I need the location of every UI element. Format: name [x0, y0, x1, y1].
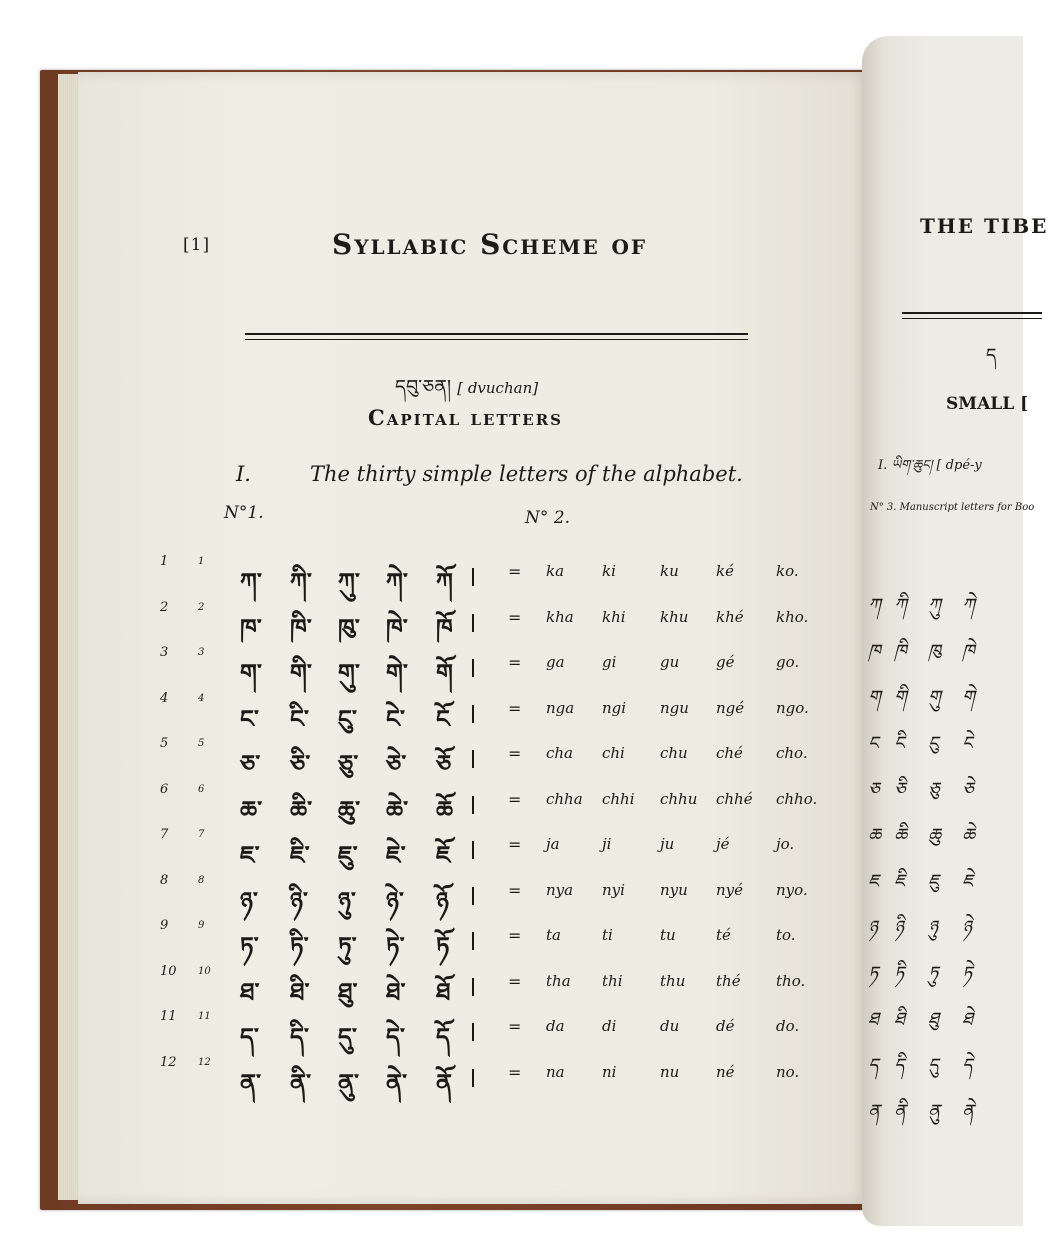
manuscript-glyph: ངི: [894, 733, 905, 754]
title-rule-thick: [245, 333, 748, 335]
tibetan-syllable: ཐ་: [240, 976, 260, 1006]
equals-sign: =: [508, 926, 522, 945]
manuscript-glyph: ནི: [894, 1101, 907, 1122]
page-number: [1]: [183, 235, 211, 255]
romanized-syllable: chho.: [776, 789, 818, 808]
manuscript-glyph: དེ: [962, 1055, 973, 1076]
equals-sign: =: [508, 789, 522, 809]
row-number: 2: [160, 599, 169, 615]
romanized-syllable: ti: [602, 926, 613, 944]
romanized-syllable: ngo.: [776, 698, 809, 717]
tibetan-syllable: ཐི་: [290, 976, 310, 1006]
manuscript-glyph: ཏུ: [928, 963, 939, 984]
romanized-syllable: chhé: [716, 789, 753, 808]
romanized-syllable: tu: [660, 926, 676, 944]
romanized-syllable: da: [546, 1017, 565, 1035]
row-number: 11: [160, 1009, 177, 1024]
tibetan-syllable: ཉི་: [290, 885, 308, 915]
manuscript-glyph: ཉེ: [962, 917, 972, 938]
tibetan-syllable: གེ་: [386, 658, 408, 687]
table-row: [150, 827, 830, 873]
tibetan-syllable: ཁ་: [240, 612, 262, 642]
row-number: 5: [160, 736, 169, 751]
tibetan-syllable: ནོ: [436, 1067, 453, 1097]
column-label-1: N°1.: [224, 503, 264, 523]
manuscript-glyph: ནེ: [962, 1101, 975, 1122]
tibetan-syllable: ཀེ་: [386, 567, 408, 596]
tibetan-syllable: ད་: [240, 1022, 259, 1051]
right-glyph-row: [862, 632, 1023, 672]
page-edges: [58, 74, 80, 1200]
manuscript-glyph: ནུ: [928, 1101, 941, 1122]
romanized-syllable: chhu: [660, 789, 698, 808]
manuscript-glyph: ན: [868, 1101, 881, 1122]
tibetan-syllable: ཏ་: [240, 931, 259, 960]
equals-sign: =: [508, 1062, 522, 1082]
right-glyph-row: [862, 816, 1023, 856]
equals-sign: =: [508, 880, 522, 900]
shad-mark: [472, 841, 474, 859]
romanized-syllable: ja: [546, 835, 560, 853]
tibetan-syllable: ཐེ་: [386, 976, 406, 1006]
tibetan-syllable: ཁུ་: [338, 612, 360, 642]
tibetan-syllable: ཅུ་: [338, 749, 359, 778]
row-number-small: 12: [198, 1056, 211, 1068]
romanized-syllable: gu: [660, 653, 680, 671]
column-label-2: N° 2.: [525, 508, 570, 528]
romanized-syllable: no.: [776, 1062, 800, 1081]
manuscript-glyph: ཀུ: [928, 595, 941, 616]
row-number: 12: [160, 1054, 177, 1070]
romanized-syllable: chha: [546, 789, 583, 808]
romanized-syllable: di: [602, 1017, 617, 1035]
section-transliteration: [ dvuchan]: [457, 379, 539, 397]
manuscript-glyph: ཁི: [894, 641, 907, 662]
tibetan-syllable: ཉ་: [240, 885, 258, 915]
tibetan-syllable: ཏུ་: [338, 931, 357, 960]
manuscript-glyph: ཐུ: [928, 1009, 939, 1030]
right-glyph-row: [862, 954, 1023, 994]
manuscript-glyph: ཀི: [894, 595, 907, 616]
table-row: [150, 1009, 830, 1055]
right-glyph-row: [862, 1000, 1023, 1040]
tibetan-syllable: ཇི་: [290, 840, 310, 869]
manuscript-glyph: ང: [868, 733, 879, 754]
romanized-syllable: kho.: [776, 607, 809, 626]
row-number-small: 8: [198, 874, 205, 886]
romanized-syllable: chi: [602, 744, 625, 762]
romanized-syllable: nyu: [660, 880, 688, 899]
equals-sign: =: [508, 835, 522, 854]
romanized-syllable: thé: [716, 971, 741, 990]
tibetan-syllable: ཆེ་: [386, 794, 409, 824]
tibetan-syllable: ན་: [240, 1067, 262, 1097]
romanized-syllable: go.: [776, 653, 800, 671]
shad-mark: [472, 705, 474, 723]
shad-mark: [472, 1069, 474, 1087]
right-rule-thick: [902, 312, 1042, 314]
tibetan-syllable: ཀོ: [436, 567, 453, 596]
romanized-syllable: nyi: [602, 880, 625, 899]
manuscript-glyph: གུ: [928, 687, 941, 708]
manuscript-glyph: གེ: [962, 687, 975, 708]
romanized-syllable: cho.: [776, 744, 808, 762]
tibetan-syllable: ཆོ: [436, 794, 454, 824]
romanized-syllable: to.: [776, 926, 796, 944]
tibetan-syllable: ཇུ་: [338, 840, 358, 869]
romanized-syllable: té: [716, 926, 731, 944]
row-number-small: 2: [198, 601, 205, 613]
right-rule-thin: [902, 318, 1042, 319]
tibetan-syllable: ཐུ་: [338, 976, 358, 1006]
tibetan-syllable: ཁོ: [436, 612, 453, 642]
manuscript-glyph: ཆ: [868, 825, 881, 846]
romanized-syllable: chu: [660, 744, 688, 762]
romanized-syllable: nyo.: [776, 880, 808, 899]
table-row: [150, 963, 830, 1010]
right-glyph-row: [862, 678, 1023, 718]
tibetan-syllable: ཏོ: [436, 931, 450, 960]
equals-sign: =: [508, 607, 522, 627]
shad-mark: [472, 978, 474, 996]
right-small-heading: SMALL [: [946, 394, 1029, 414]
shad-mark: [472, 568, 474, 586]
row-number: 7: [160, 827, 169, 842]
row-number-small: 3: [198, 647, 205, 658]
table-row: [150, 690, 830, 737]
tibetan-syllable: ག་: [240, 658, 262, 687]
manuscript-glyph: ཅུ: [928, 779, 940, 800]
section-tibetan-text: དབུ་ཅན།: [395, 376, 452, 398]
tibetan-syllable: ཀི་: [290, 567, 312, 596]
manuscript-glyph: དུ: [928, 1055, 939, 1076]
tibetan-syllable: ཅ་: [240, 749, 261, 778]
romanized-syllable: ju: [660, 835, 675, 853]
manuscript-glyph: ཉི: [894, 917, 904, 938]
manuscript-glyph: ཁུ: [928, 641, 941, 662]
subheading-roman: I.: [236, 462, 251, 486]
romanized-syllable: do.: [776, 1017, 800, 1035]
row-number: 3: [160, 645, 169, 660]
manuscript-glyph: ཆི: [894, 825, 907, 846]
table-row: [150, 1054, 830, 1101]
row-number: 4: [160, 690, 169, 706]
tibetan-syllable: གོ: [436, 658, 453, 687]
right-glyph-row: [862, 770, 1023, 810]
table-row: [150, 554, 830, 600]
row-number: 10: [160, 963, 177, 979]
manuscript-glyph: ཅི: [894, 779, 906, 800]
tibetan-syllable: ཆུ་: [338, 794, 361, 824]
table-row: [150, 781, 830, 828]
equals-sign: =: [508, 698, 522, 718]
tibetan-syllable: ནུ་: [338, 1067, 360, 1097]
romanized-syllable: thi: [602, 971, 623, 990]
tibetan-syllable: ཏི་: [290, 931, 309, 960]
tibetan-syllable: ཆ་: [240, 794, 263, 824]
manuscript-glyph: ཀ: [868, 595, 881, 616]
manuscript-glyph: ཇེ: [962, 871, 973, 892]
right-subheading: I. ཡིག་ཆུང། [ dpé-y: [878, 458, 982, 473]
right-page: [862, 36, 1048, 1226]
romanized-syllable: du: [660, 1017, 680, 1035]
subheading: [236, 462, 743, 486]
manuscript-glyph: ཅ: [868, 779, 880, 800]
shad-mark: [472, 932, 474, 950]
tibetan-syllable: ཉུ་: [338, 885, 356, 915]
table-row: [150, 599, 830, 646]
manuscript-glyph: ཇི: [894, 871, 905, 892]
romanized-syllable: cha: [546, 744, 574, 762]
manuscript-glyph: ཏེ: [962, 963, 973, 984]
tibetan-syllable: ཀ་: [240, 567, 262, 596]
romanized-syllable: ni: [602, 1062, 617, 1081]
tibetan-syllable: ཇོ: [436, 840, 451, 869]
manuscript-glyph: ད: [868, 1055, 879, 1076]
row-number: 6: [160, 781, 169, 797]
manuscript-glyph: ཐ: [868, 1009, 879, 1030]
romanized-syllable: khé: [716, 607, 744, 626]
romanized-syllable: kha: [546, 607, 574, 626]
tibetan-syllable: དུ་: [338, 1022, 357, 1051]
shad-mark: [472, 1023, 474, 1041]
manuscript-glyph: ཇུ: [928, 871, 939, 892]
romanized-syllable: ku: [660, 562, 679, 580]
row-number-small: 5: [198, 738, 205, 749]
row-number-small: 9: [198, 920, 205, 931]
shad-mark: [472, 750, 474, 768]
row-number: 9: [160, 918, 169, 933]
romanized-syllable: khu: [660, 607, 689, 626]
equals-sign: =: [508, 562, 522, 581]
romanized-syllable: ngé: [716, 698, 745, 717]
row-number: 1: [160, 554, 169, 569]
tibetan-syllable: ཁེ་: [386, 612, 408, 642]
equals-sign: =: [508, 1017, 522, 1036]
manuscript-glyph: ཆེ: [962, 825, 975, 846]
manuscript-glyph: ག: [868, 687, 881, 708]
tibetan-syllable: ནི་: [290, 1067, 312, 1097]
tibetan-syllable: དོ: [436, 1022, 450, 1051]
tibetan-syllable: དེ་: [386, 1022, 405, 1051]
romanized-syllable: tho.: [776, 971, 806, 990]
romanized-syllable: gi: [602, 653, 617, 671]
row-number-small: 7: [198, 829, 205, 840]
manuscript-glyph: ཁ: [868, 641, 881, 662]
tibetan-syllable: ནེ་: [386, 1067, 408, 1097]
manuscript-glyph: ངུ: [928, 733, 939, 754]
row-number-small: 6: [198, 783, 205, 795]
manuscript-glyph: ཉུ: [928, 917, 938, 938]
romanized-syllable: tha: [546, 971, 571, 990]
tibetan-syllable: ཉོ: [436, 885, 449, 915]
table-row: [150, 736, 830, 782]
title-rule-thin: [245, 339, 748, 340]
tibetan-syllable: ཐོ: [436, 976, 451, 1006]
tibetan-syllable: ང་: [240, 703, 259, 733]
romanized-syllable: chhi: [602, 789, 635, 808]
tibetan-syllable: ཇེ་: [386, 840, 406, 869]
manuscript-glyph: ཇ: [868, 871, 879, 892]
right-glyph-row: [862, 1046, 1023, 1086]
manuscript-glyph: དི: [894, 1055, 905, 1076]
manuscript-glyph: ཅེ: [962, 779, 974, 800]
romanized-syllable: ga: [546, 653, 565, 671]
shad-mark: [472, 887, 474, 905]
manuscript-glyph: ཏ: [868, 963, 879, 984]
tibetan-syllable: ཅོ: [436, 749, 452, 778]
page-title: Syllabic Scheme of: [332, 228, 648, 261]
right-glyph-row: [862, 908, 1023, 948]
row-number-small: 1: [198, 556, 205, 567]
tibetan-syllable: ཀུ་: [338, 567, 360, 596]
tibetan-syllable: གུ་: [338, 658, 360, 687]
romanized-syllable: dé: [716, 1017, 735, 1035]
tibetan-syllable: ངུ་: [338, 703, 357, 733]
right-glyph-row: [862, 724, 1023, 764]
tibetan-syllable: ཆི་: [290, 794, 313, 824]
tibetan-syllable: ཏེ་: [386, 931, 405, 960]
romanized-syllable: na: [546, 1062, 565, 1081]
romanized-syllable: ngi: [602, 698, 627, 717]
tibetan-syllable: ངེ་: [386, 703, 405, 733]
romanized-syllable: nu: [660, 1062, 680, 1081]
right-glyph-row: [862, 862, 1023, 902]
romanized-syllable: ngu: [660, 698, 689, 717]
romanized-syllable: nya: [546, 880, 574, 899]
tibetan-syllable: ཉེ་: [386, 885, 404, 915]
romanized-syllable: né: [716, 1062, 735, 1081]
row-number-small: 10: [198, 965, 211, 977]
manuscript-glyph: ཀེ: [962, 595, 975, 616]
romanized-syllable: ka: [546, 562, 565, 580]
romanized-syllable: khi: [602, 607, 626, 626]
right-glyph-row: [862, 1092, 1023, 1132]
table-row: [150, 872, 830, 919]
romanized-syllable: ta: [546, 926, 561, 944]
tibetan-syllable: ཅེ་: [386, 749, 407, 778]
manuscript-glyph: ངེ: [962, 733, 973, 754]
table-row: [150, 645, 830, 691]
shad-mark: [472, 659, 474, 677]
tibetan-syllable: ངི་: [290, 703, 309, 733]
row-number-small: 4: [198, 692, 205, 704]
subheading-text: The thirty simple letters of the alphabet.: [310, 462, 743, 486]
section-heading: Capital letters: [368, 405, 563, 430]
right-page-title: THE TIBE: [920, 214, 1048, 238]
equals-sign: =: [508, 971, 522, 991]
manuscript-glyph: གི: [894, 687, 907, 708]
manuscript-glyph: ཆུ: [928, 825, 941, 846]
manuscript-glyph: ཏི: [894, 963, 905, 984]
shad-mark: [472, 796, 474, 814]
romanized-syllable: ko.: [776, 562, 799, 580]
tibetan-syllable: ཁི་: [290, 612, 312, 642]
equals-sign: =: [508, 653, 522, 672]
manuscript-glyph: ཁེ: [962, 641, 975, 662]
right-glyph-row: [862, 586, 1023, 626]
romanized-syllable: ché: [716, 744, 743, 762]
romanized-syllable: ki: [602, 562, 616, 580]
equals-sign: =: [508, 744, 522, 763]
manuscript-glyph: ཐེ: [962, 1009, 973, 1030]
romanized-syllable: gé: [716, 653, 735, 671]
right-column-label: N° 3. Manuscript letters for Boo: [870, 502, 1035, 513]
tibetan-syllable: ཅི་: [290, 749, 311, 778]
romanized-syllable: nyé: [716, 880, 744, 899]
romanized-syllable: ké: [716, 562, 734, 580]
shad-mark: [472, 614, 474, 632]
right-tibetan-fragment: ད: [986, 345, 997, 366]
manuscript-glyph: ཐི: [894, 1009, 905, 1030]
romanized-syllable: jé: [716, 835, 730, 853]
romanized-syllable: ji: [602, 835, 612, 853]
romanized-syllable: thu: [660, 971, 686, 990]
tibetan-syllable: གི་: [290, 658, 312, 687]
tibetan-syllable: ངོ: [436, 703, 450, 733]
row-number: 8: [160, 872, 169, 888]
table-row: [150, 918, 830, 964]
manuscript-glyph: ཉ: [868, 917, 878, 938]
row-number-small: 11: [198, 1011, 211, 1022]
tibetan-syllable: ཇ་: [240, 840, 260, 869]
romanized-syllable: nga: [546, 698, 575, 717]
romanized-syllable: jo.: [776, 835, 795, 853]
tibetan-syllable: དི་: [290, 1022, 309, 1051]
